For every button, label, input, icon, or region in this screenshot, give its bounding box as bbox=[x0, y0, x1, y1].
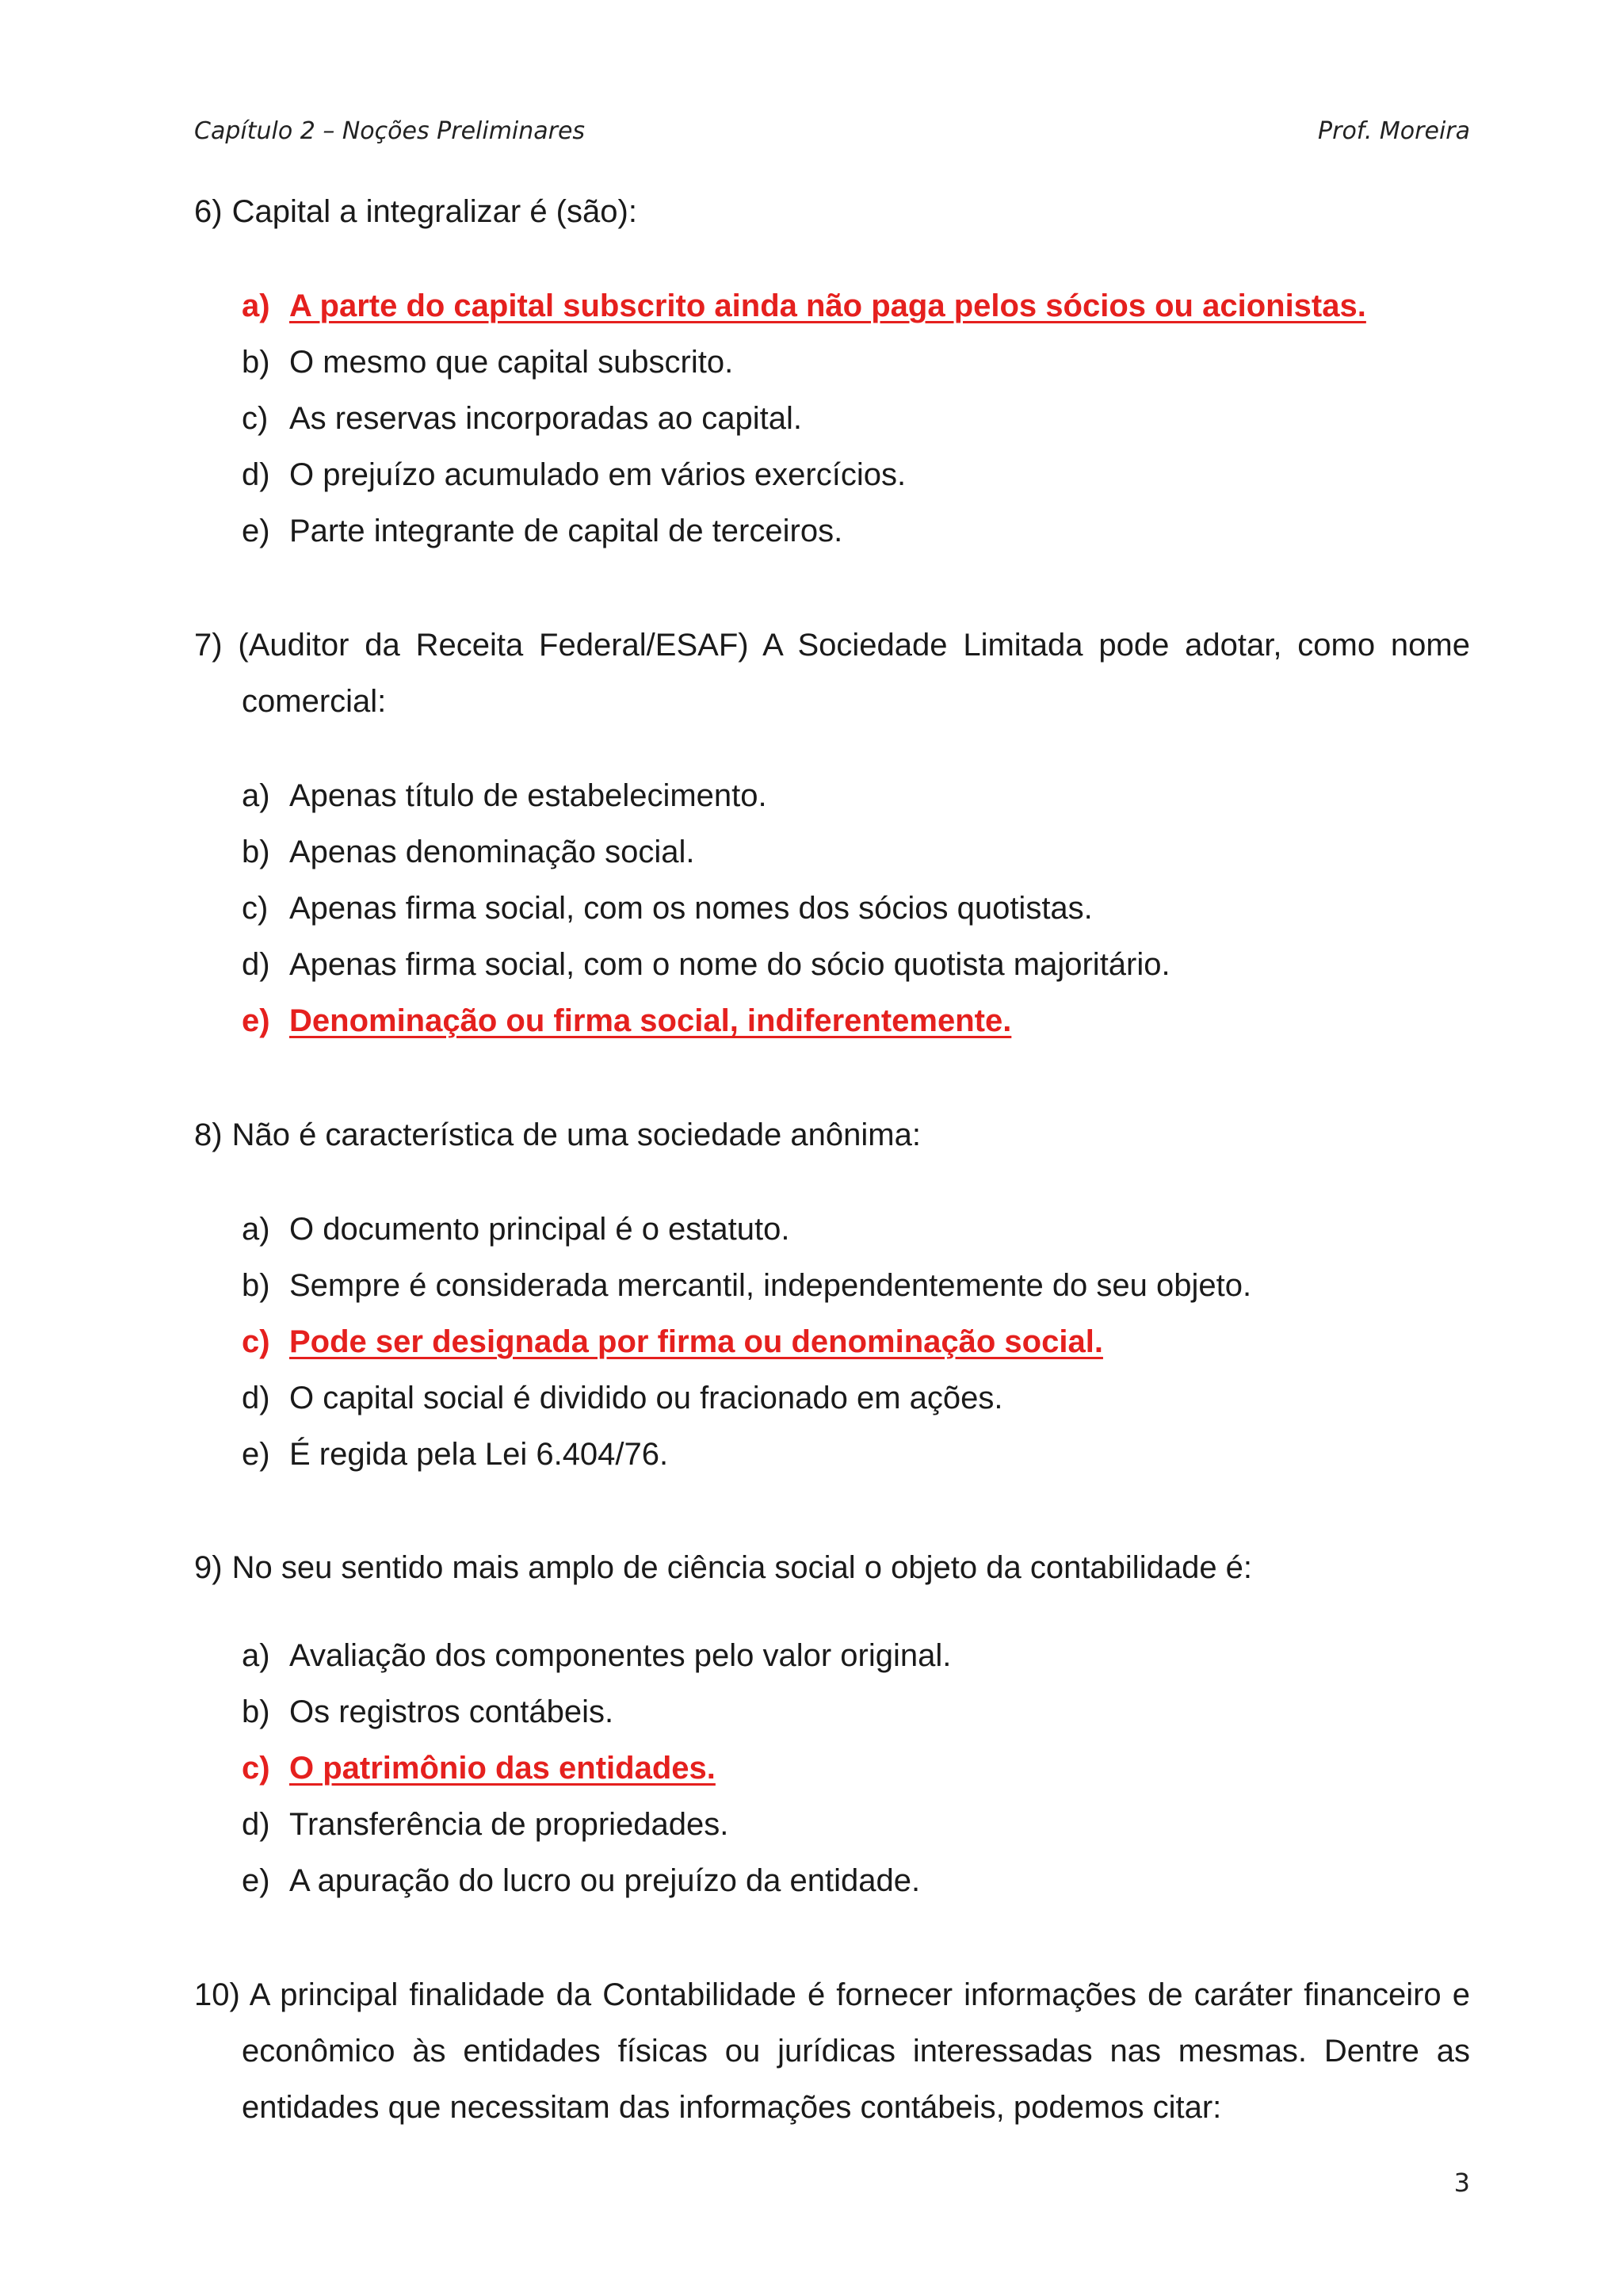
option-letter: d) bbox=[242, 947, 270, 982]
question-text: A principal finalidade da Contabilidade é fornecer informações de caráter financeiro e econômico às entidades físicas ou jurídicas interessadas nas mesmas. Dentre as entidades que necessitam das informações contábeis, podemos citar: bbox=[242, 1977, 1471, 2125]
option-letter: c) bbox=[242, 891, 269, 926]
question-number: 9) bbox=[194, 1550, 223, 1585]
option-text: O documento principal é o estatuto. bbox=[289, 1212, 790, 1247]
question-7-stem bbox=[194, 617, 1470, 730]
option-a bbox=[242, 1201, 1470, 1258]
option-text: Os registros contábeis. bbox=[289, 1694, 614, 1729]
options-list bbox=[194, 1628, 1470, 1909]
option-text: Transferência de propriedades. bbox=[289, 1807, 729, 1842]
option-letter: c) bbox=[242, 401, 269, 436]
option-a-correct bbox=[242, 278, 1470, 334]
option-c-correct bbox=[242, 1740, 1470, 1797]
option-letter: c) bbox=[242, 1751, 270, 1786]
option-letter: d) bbox=[242, 457, 270, 492]
option-c bbox=[242, 391, 1470, 447]
question-9-stem bbox=[194, 1540, 1470, 1596]
options-list bbox=[194, 768, 1470, 1049]
option-letter: b) bbox=[242, 1268, 270, 1303]
question-7 bbox=[194, 617, 1470, 1049]
question-9 bbox=[194, 1540, 1470, 1909]
question-6-stem bbox=[194, 184, 1470, 240]
option-text: Parte integrante de capital de terceiros. bbox=[289, 514, 843, 548]
option-letter: c) bbox=[242, 1324, 270, 1359]
question-text: (Auditor da Receita Federal/ESAF) A Sociedade Limitada pode adotar, como nome comercial: bbox=[238, 628, 1470, 719]
options-list bbox=[194, 1201, 1470, 1483]
option-letter: b) bbox=[242, 345, 270, 380]
question-text: Não é característica de uma sociedade anônima: bbox=[231, 1117, 921, 1152]
author-name: Prof. Moreira bbox=[1318, 117, 1470, 145]
question-text: Capital a integralizar é (são): bbox=[231, 194, 637, 229]
option-d bbox=[242, 1797, 1470, 1853]
option-b bbox=[242, 334, 1470, 391]
option-letter: e) bbox=[242, 1863, 270, 1898]
page-number: 3 bbox=[1453, 2168, 1470, 2198]
option-letter: d) bbox=[242, 1807, 270, 1842]
option-letter: e) bbox=[242, 1437, 270, 1472]
question-8-stem bbox=[194, 1107, 1470, 1163]
question-text: No seu sentido mais amplo de ciência social o objeto da contabilidade é: bbox=[231, 1550, 1253, 1585]
option-text: Avaliação dos componentes pelo valor original. bbox=[289, 1638, 952, 1673]
question-number: 6) bbox=[194, 194, 223, 229]
option-letter: b) bbox=[242, 1694, 270, 1729]
option-letter: a) bbox=[242, 1212, 270, 1247]
option-text: Apenas denominação social. bbox=[289, 835, 695, 869]
option-e bbox=[242, 503, 1470, 560]
option-text: O prejuízo acumulado em vários exercícios. bbox=[289, 457, 907, 492]
page-header bbox=[194, 117, 1470, 149]
option-d bbox=[242, 1370, 1470, 1427]
question-number: 10) bbox=[194, 1977, 240, 2012]
option-text: Pode ser designada por firma ou denominação social. bbox=[289, 1324, 1103, 1359]
question-number: 7) bbox=[194, 628, 223, 663]
option-c bbox=[242, 881, 1470, 937]
option-a bbox=[242, 768, 1470, 824]
option-d bbox=[242, 937, 1470, 993]
option-text: A parte do capital subscrito ainda não paga pelos sócios ou acionistas. bbox=[289, 288, 1366, 323]
option-b bbox=[242, 1684, 1470, 1740]
option-text: Apenas firma social, com os nomes dos sócios quotistas. bbox=[289, 891, 1093, 926]
question-10-stem bbox=[194, 1967, 1470, 2136]
option-letter: a) bbox=[242, 778, 270, 813]
question-10 bbox=[194, 1967, 1470, 2136]
option-text: É regida pela Lei 6.404/76. bbox=[289, 1437, 669, 1472]
option-text: O capital social é dividido ou fracionado em ações. bbox=[289, 1381, 1003, 1415]
option-e-correct bbox=[242, 993, 1470, 1049]
option-b bbox=[242, 1258, 1470, 1314]
option-text: O patrimônio das entidades. bbox=[289, 1751, 716, 1786]
chapter-title: Capítulo 2 – Noções Preliminares bbox=[194, 117, 586, 145]
question-8 bbox=[194, 1107, 1470, 1483]
option-text: Apenas firma social, com o nome do sócio quotista majoritário. bbox=[289, 947, 1170, 982]
option-letter: e) bbox=[242, 1003, 270, 1038]
option-text: O mesmo que capital subscrito. bbox=[289, 345, 734, 380]
question-number: 8) bbox=[194, 1117, 223, 1152]
option-letter: a) bbox=[242, 1638, 270, 1673]
option-text: Sempre é considerada mercantil, independentemente do seu objeto. bbox=[289, 1268, 1252, 1303]
option-text: Apenas título de estabelecimento. bbox=[289, 778, 767, 813]
option-d bbox=[242, 447, 1470, 503]
option-letter: e) bbox=[242, 514, 270, 548]
question-6 bbox=[194, 184, 1470, 560]
options-list bbox=[194, 278, 1470, 560]
option-letter: a) bbox=[242, 288, 270, 323]
option-letter: d) bbox=[242, 1381, 270, 1415]
option-a bbox=[242, 1628, 1470, 1684]
option-text: A apuração do lucro ou prejuízo da entidade. bbox=[289, 1863, 921, 1898]
option-text: As reservas incorporadas ao capital. bbox=[289, 401, 802, 436]
option-b bbox=[242, 824, 1470, 881]
option-c-correct bbox=[242, 1314, 1470, 1370]
option-text: Denominação ou firma social, indiferentemente. bbox=[289, 1003, 1012, 1038]
option-letter: b) bbox=[242, 835, 270, 869]
option-e bbox=[242, 1427, 1470, 1483]
option-e bbox=[242, 1853, 1470, 1909]
